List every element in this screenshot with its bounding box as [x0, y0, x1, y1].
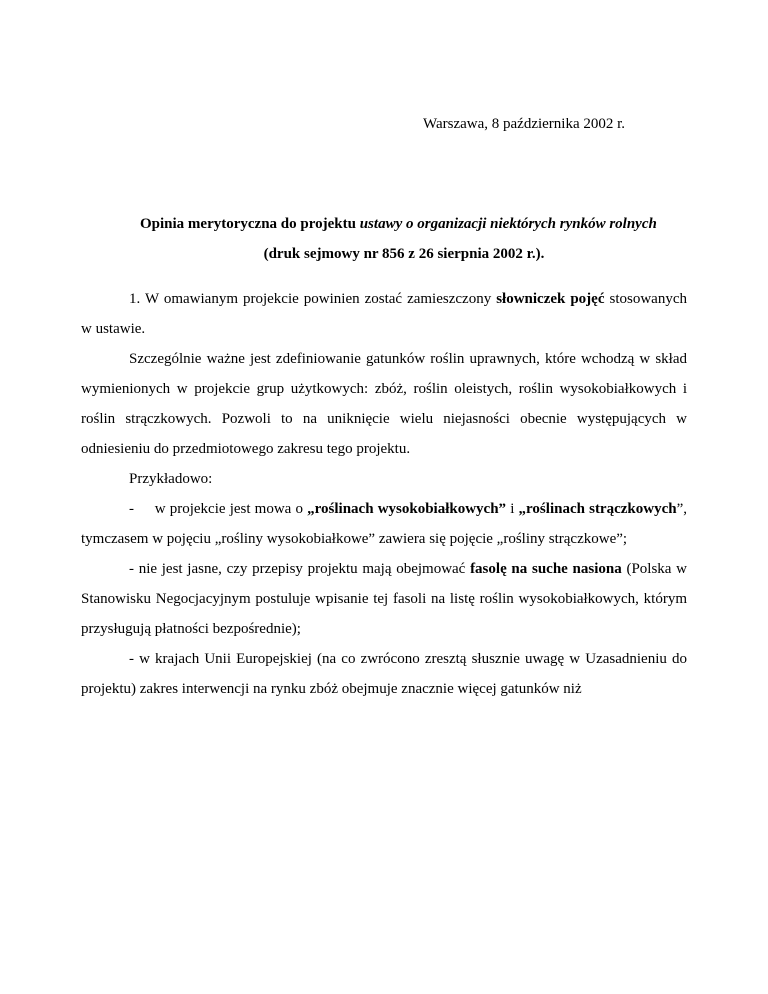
paragraph-1: [81, 284, 687, 344]
paragraph-3: Przykładowo:: [129, 471, 213, 487]
title-act-name: ustawy o organizacji niektórych rynków rolnych: [359, 216, 657, 232]
document-body: [81, 284, 687, 704]
date-line: Warszawa, 8 października 2002 r.: [423, 116, 626, 132]
paragraph-text: i: [506, 501, 519, 517]
bold-term: fasolę na suche nasiona: [470, 561, 622, 577]
paragraph-text: ”, tymczasem w pojęciu „rośliny wysokobiałkowe” zawiera się pojęcie „rośliny strączkowe”;: [81, 501, 688, 547]
title-text: Opinia merytoryczna do projektu: [140, 216, 360, 232]
bold-term: „roślinach wysokobiałkowych”: [307, 501, 507, 517]
paragraph-text: - w projekcie jest mowa o: [129, 501, 308, 517]
document-title-line-2: (druk sejmowy nr 856 z 26 sierpnia 2002 r.).: [263, 246, 545, 262]
document-title-line-1: [140, 216, 657, 233]
paragraph-text: (Polska w Stanowisku Negocjacyjnym postuluje wpisanie tej fasoli na listę roślin wysokobiałkowych, którym przysługują płatności bezpośrednie);: [81, 561, 687, 637]
paragraph-4: [81, 494, 687, 554]
bold-term: słowniczek pojęć: [496, 291, 605, 307]
bold-term: „roślinach strączkowych: [518, 501, 677, 517]
paragraph-text: 1. W omawianym projekcie powinien zostać zamieszczony: [129, 291, 497, 307]
paragraph-5: [81, 554, 687, 644]
paragraph-2: Szczególnie ważne jest zdefiniowanie gatunków roślin uprawnych, które wchodzą w skład wymienionych w projekcie grup użytkowych: zbóż, roślin oleistych, roślin wysokobiałkowych i roślin strączkowych. Pozwoli to na uniknięcie wielu niejasności obecnie występujących w odniesieniu do przedmiotowego zakresu tego projektu.: [81, 351, 687, 457]
paragraph-text: stosowanych w ustawie.: [81, 291, 687, 337]
paragraph-text: - nie jest jasne, czy przepisy projektu mają obejmować: [129, 561, 471, 577]
paragraph-6: - w krajach Unii Europejskiej (na co zwrócono zresztą słusznie uwagę w Uzasadnieniu do projektu) zakres interwencji na rynku zbóż obejmuje znacznie więcej gatunków niż: [81, 651, 687, 697]
